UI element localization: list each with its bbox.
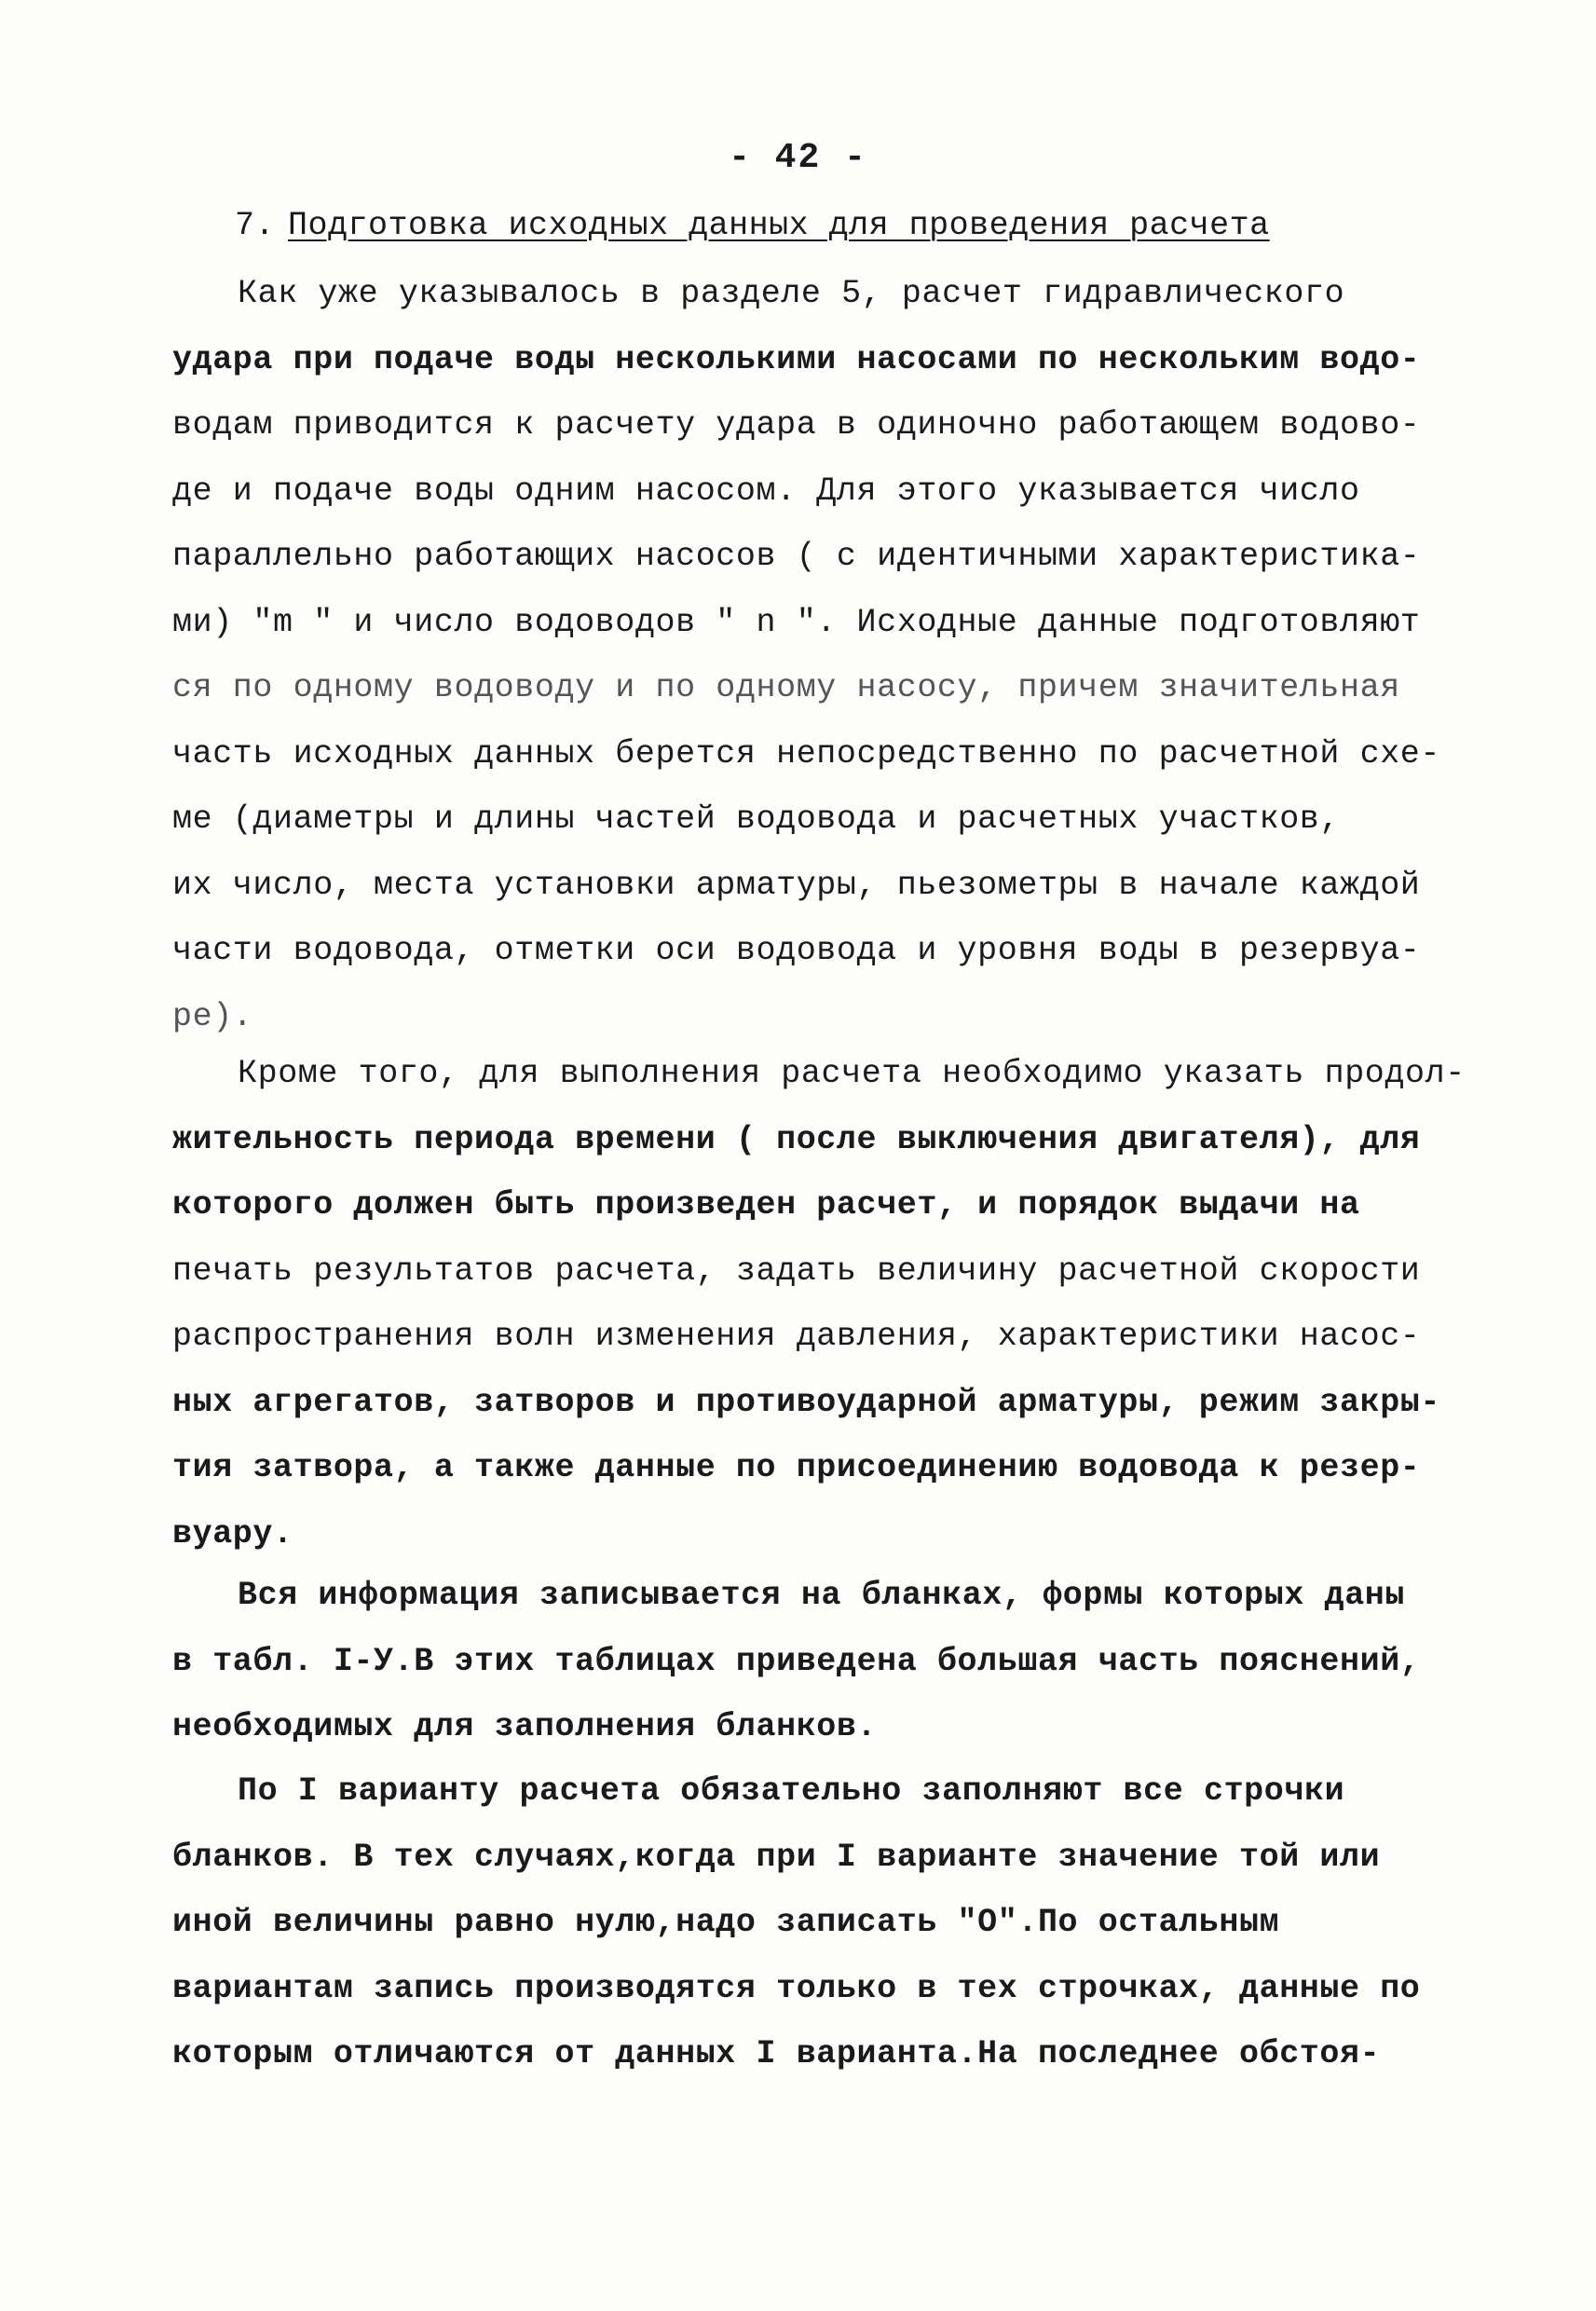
paragraph-variant-filling bbox=[172, 1758, 1458, 2087]
paragraph-forms-info bbox=[172, 1563, 1458, 1760]
paragraph-line: ся по одному водоводу и по одному насосу, причем значительная bbox=[172, 669, 1400, 706]
page-number: - 42 - bbox=[729, 138, 867, 178]
paragraph-line: Как уже указывалось в разделе 5, расчет гидравлического bbox=[238, 275, 1345, 312]
paragraph-line: распространения волн изменения давления, характеристики насос- bbox=[172, 1318, 1421, 1355]
paragraph-line: части водовода, отметки оси водовода и уровня воды в резервуа- bbox=[172, 932, 1421, 969]
paragraph-line: необходимых для заполнения бланков. bbox=[172, 1708, 878, 1745]
section-title: Подготовка исходных данных для проведения расчета bbox=[288, 207, 1270, 244]
paragraph-line: Кроме того, для выполнения расчета необходимо указать продол- bbox=[238, 1055, 1466, 1092]
paragraph-line: их число, места установки арматуры, пьезометры в начале каждой bbox=[172, 866, 1421, 904]
paragraph-line: в табл. I-У.В этих таблицах приведена большая часть пояснений, bbox=[172, 1642, 1421, 1680]
paragraph-line: удара при подаче воды несколькими насосами по нескольким водо- bbox=[172, 340, 1421, 378]
paragraph-line: ми) "m " и число водоводов " n ". Исходные данные подготовляют bbox=[172, 603, 1421, 641]
paragraph-line: ме (диаметры и длины частей водовода и расчетных участков, bbox=[172, 800, 1340, 838]
paragraph-line: иной величины равно нулю,надо записать "О".По остальным bbox=[172, 1904, 1280, 1941]
paragraph-line: тия затвора, а также данные по присоединению водовода к резер- bbox=[172, 1449, 1421, 1486]
paragraph-line: ре). bbox=[172, 997, 253, 1035]
paragraph-line: часть исходных данных берется непосредственно по расчетной схе- bbox=[172, 734, 1441, 773]
paragraph-line: ных агрегатов, затворов и противоударной арматуры, режим закры- bbox=[172, 1383, 1441, 1421]
paragraph-line: которого должен быть произведен расчет, и порядок выдачи на bbox=[172, 1186, 1360, 1224]
paragraph-input-data-overview bbox=[172, 261, 1458, 1049]
paragraph-line: печать результатов расчета, задать величину расчетной скорости bbox=[172, 1251, 1421, 1290]
paragraph-additional-parameters bbox=[172, 1041, 1466, 1566]
section-number: 7. bbox=[235, 207, 276, 244]
paragraph-line: водам приводится к расчету удара в одиночно работающем водово- bbox=[172, 406, 1421, 444]
paragraph-line: вуару. bbox=[172, 1514, 293, 1552]
paragraph-line: де и подаче воды одним насосом. Для этого указывается число bbox=[172, 472, 1360, 510]
paragraph-line: которым отличаются от данных I варианта.На последнее обстоя- bbox=[172, 2035, 1381, 2072]
paragraph-line: параллельно работающих насосов ( с идентичными характеристика- bbox=[172, 538, 1421, 575]
paragraph-line: жительность периода времени ( после выключения двигателя), для bbox=[172, 1120, 1421, 1158]
section-heading bbox=[235, 207, 1270, 244]
paragraph-line: вариантам запись производятся только в тех строчках, данные по bbox=[172, 1969, 1421, 2007]
paragraph-line: бланков. В тех случаях,когда при I варианте значение той или bbox=[172, 1838, 1381, 1876]
paragraph-line: По I варианту расчета обязательно заполняют все строчки bbox=[238, 1772, 1345, 1810]
paragraph-line: Вся информация записывается на бланках, формы которых даны bbox=[238, 1577, 1405, 1614]
